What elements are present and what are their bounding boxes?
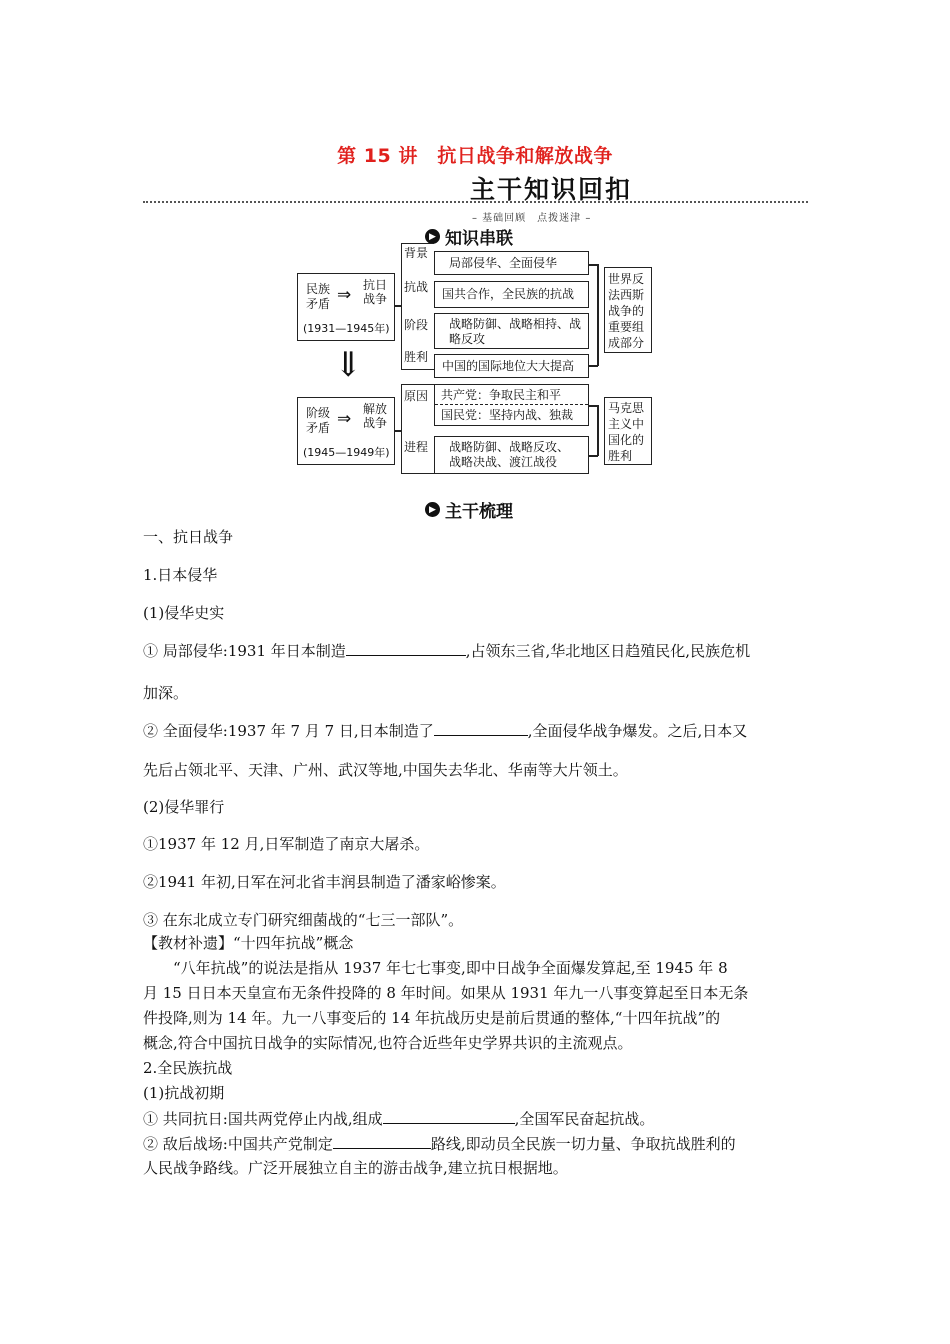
item-background: 局部侵华、全面侵华 xyxy=(434,251,589,275)
war2-cause: 阶级 矛盾 xyxy=(306,406,331,435)
knowledge-diagram xyxy=(0,0,950,520)
heading-war-resistance: 一、抗日战争 xyxy=(143,528,234,546)
connector xyxy=(597,264,599,366)
supplement-line: 件投降,则为 14 年。九一八事变后的 14 年抗战历史是前后贯通的整体,“十四年抗战”的 xyxy=(143,1009,721,1027)
chain-heading: ▶ 知识串联 xyxy=(425,224,513,249)
para-line: 先后占领北平、天津、广州、武汉等地,中国失去华北、华南等大片领土。 xyxy=(143,761,628,779)
para-rear-battlefield: ② 敌后战场:中国共产党制定 路线,即动员全民族一切力量、争取抗战胜利的 xyxy=(143,1135,736,1153)
answer-blank-2[interactable] xyxy=(434,720,528,736)
process-box: 战略防御、战略反攻、 战略决战、渡江战役 xyxy=(434,436,589,474)
label-victory: 胜利 xyxy=(404,350,429,364)
war2-name: 解放 战争 xyxy=(363,402,388,430)
label-resistance: 抗战 xyxy=(404,280,429,294)
lesson-title: 第 15 讲 抗日战争和解放战争 xyxy=(337,145,613,167)
play-icon: ▶ xyxy=(425,229,440,244)
play-icon: ▶ xyxy=(425,502,440,517)
para-nanjing: ①1937 年 12 月,日军制造了南京大屠杀。 xyxy=(143,835,430,853)
section-banner: 主干知识回扣 xyxy=(470,175,633,204)
item-resistance: 国共合作，全民族的抗战 xyxy=(434,281,589,308)
heading-national-resistance: 2.全民族抗战 xyxy=(143,1059,233,1077)
reason-box xyxy=(434,384,589,426)
arrow-icon: ⇒ xyxy=(337,285,352,305)
war1-years: (1931—1945年) xyxy=(303,322,390,335)
heading-invasion: 1.日本侵华 xyxy=(143,566,218,584)
label-background: 背景 xyxy=(404,246,429,260)
para-unit731: ③ 在东北成立专门研究细菌战的“七三一部队”。 xyxy=(143,911,464,929)
item-stage: 战略防御、战略相持、战 略反攻 xyxy=(434,313,589,349)
war1-name: 抗日 战争 xyxy=(363,278,388,306)
dashed-divider xyxy=(435,404,588,405)
reason-kmt: 国民党：坚持内战、独裁 xyxy=(441,408,574,422)
banner-subtitle: – 基础回顾 点拨迷津 – xyxy=(472,213,592,224)
reason-cpc: 共产党：争取民主和平 xyxy=(441,388,562,402)
item-victory: 中国的国际地位大大提高 xyxy=(434,354,589,378)
answer-blank-4[interactable] xyxy=(333,1133,431,1149)
down-arrow-icon: ⇓ xyxy=(334,345,363,385)
answer-blank-1[interactable] xyxy=(346,640,466,656)
supplement-line: 概念,符合中国抗日战争的实际情况,也符合近些年史学界共识的主流观点。 xyxy=(143,1034,633,1052)
label-reason: 原因 xyxy=(404,389,429,403)
para-panjiayu: ②1941 年初,日军在河北省丰润县制造了潘家峪惨案。 xyxy=(143,873,506,891)
sort-heading: ▶ 主干梳理 xyxy=(425,497,513,522)
para-line: 加深。 xyxy=(143,684,189,702)
label-process: 进程 xyxy=(404,440,429,454)
heading-crimes: (2)侵华罪行 xyxy=(143,798,225,816)
war2-years: (1945—1949年) xyxy=(303,446,390,459)
supplement-line: 月 15 日日本天皇宣布无条件投降的 8 年时间。如果从 1931 年九一八事变算起至日本无条 xyxy=(143,984,749,1002)
arrow-icon: ⇒ xyxy=(337,409,352,429)
supplement-heading: 【教材补遗】“十四年抗战”概念 xyxy=(143,934,354,952)
result-box-1: 世界反 法西斯 战争的 重要组 成部分 xyxy=(604,267,652,353)
para-full-invasion: ② 全面侵华:1937 年 7 月 7 日,日本制造了 ,全面侵华战争爆发。之后,日本又 xyxy=(143,722,748,740)
para-united-front: ① 共同抗日:国共两党停止内战,组成 ,全国军民奋起抗战。 xyxy=(143,1110,655,1128)
supplement-line: “八年抗战”的说法是指从 1937 年七七事变,即中日战争全面爆发算起,至 1945 年 8 xyxy=(143,959,728,977)
answer-blank-3[interactable] xyxy=(383,1108,515,1124)
war1-box xyxy=(297,273,395,341)
heading-early-stage: (1)抗战初期 xyxy=(143,1084,225,1102)
para-line: 人民战争路线。广泛开展独立自主的游击战争,建立抗日根据地。 xyxy=(143,1159,568,1177)
result-box-2: 马克思 主义中 国化的 胜利 xyxy=(604,397,652,465)
war2-box xyxy=(297,397,395,465)
label-stage: 阶段 xyxy=(404,318,429,332)
para-partial-invasion: ① 局部侵华:1931 年日本制造 ,占领东三省,华北地区日趋殖民化,民族危机 xyxy=(143,642,751,660)
war1-cause: 民族 矛盾 xyxy=(306,282,331,311)
heading-facts: (1)侵华史实 xyxy=(143,604,225,622)
connector xyxy=(597,405,599,456)
